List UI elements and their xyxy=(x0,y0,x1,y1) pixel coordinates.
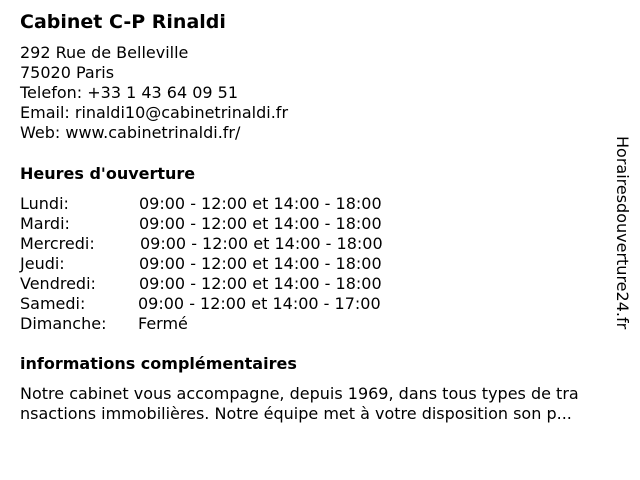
phone-line: Telefon: +33 1 43 64 09 51 xyxy=(20,83,239,102)
time-value: Fermé xyxy=(138,314,188,333)
info-heading: informations complémentaires xyxy=(20,354,297,373)
hours-heading: Heures d'ouverture xyxy=(20,164,196,183)
time-value: 09:00 - 12:00 et 14:00 - 18:00 xyxy=(139,254,382,273)
day-label: Jeudi: xyxy=(20,254,65,273)
day-label: Mardi: xyxy=(20,214,70,233)
time-value: 09:00 - 12:00 et 14:00 - 18:00 xyxy=(139,214,382,233)
watermark-text: Horairesdouverture24.fr xyxy=(613,136,632,330)
time-value: 09:00 - 12:00 et 14:00 - 17:00 xyxy=(138,294,381,313)
description-line: nsactions immobilières. Notre équipe met à votre disposition son p... xyxy=(20,404,572,423)
address-street: 292 Rue de Belleville xyxy=(20,43,189,62)
day-label: Samedi: xyxy=(20,294,86,313)
day-label: Dimanche: xyxy=(20,314,107,333)
time-value: 09:00 - 12:00 et 14:00 - 18:00 xyxy=(139,274,382,293)
description-text xyxy=(20,384,625,424)
time-value: 09:00 - 12:00 et 14:00 - 18:00 xyxy=(140,234,383,253)
day-label: Mercredi: xyxy=(20,234,95,253)
day-label: Vendredi: xyxy=(20,274,96,293)
address-city: 75020 Paris xyxy=(20,63,115,82)
description-line: Notre cabinet vous accompagne, depuis 1969, dans tous types de tra xyxy=(20,384,579,403)
web-line: Web: www.cabinetrinaldi.fr/ xyxy=(20,123,241,142)
day-label: Lundi: xyxy=(20,194,69,213)
contact-block xyxy=(20,43,288,143)
time-value: 09:00 - 12:00 et 14:00 - 18:00 xyxy=(139,194,382,213)
email-line: Email: rinaldi10@cabinetrinaldi.fr xyxy=(20,103,289,122)
business-name: Cabinet C-P Rinaldi xyxy=(20,11,226,33)
